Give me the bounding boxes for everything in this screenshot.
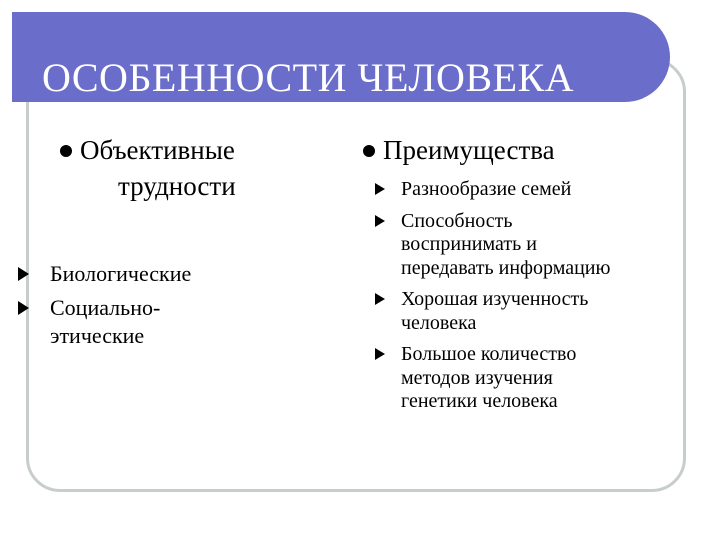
right-heading (363, 132, 693, 168)
bullet-dot-icon (363, 145, 375, 157)
arrow-bullet-icon (375, 293, 385, 305)
arrow-bullet-icon (375, 348, 385, 360)
title-underline (42, 104, 650, 107)
list-item-text: Большое количество методов изучения генетики человека (401, 343, 577, 412)
right-column (363, 132, 693, 412)
left-heading-line1: Объективные (80, 135, 235, 165)
bullet-dot-icon (60, 145, 72, 157)
list-item-text: Разнообразие семей (401, 178, 572, 200)
list-item (18, 294, 318, 350)
list-item-text: Социально- этические (50, 295, 161, 348)
right-list (375, 178, 685, 422)
list-item-text: Способность воспринимать и передавать информацию (401, 209, 611, 279)
list-item (375, 343, 685, 414)
right-heading-text: Преимущества (383, 135, 555, 165)
arrow-bullet-icon (18, 267, 29, 281)
list-item-text: Хорошая изученность человека (401, 288, 589, 334)
left-column (50, 132, 350, 348)
left-heading-line2: трудности (118, 171, 236, 201)
arrow-bullet-icon (375, 183, 385, 195)
left-list (18, 260, 318, 356)
list-item (375, 288, 685, 335)
list-item (375, 210, 685, 281)
list-item (18, 260, 318, 288)
list-item (375, 178, 685, 202)
arrow-bullet-icon (18, 301, 29, 315)
left-heading (60, 132, 350, 168)
title-band (12, 12, 670, 102)
arrow-bullet-icon (375, 215, 385, 227)
slide-title: ОСОБЕННОСТИ ЧЕЛОВЕКА (42, 55, 575, 100)
list-item-text: Биологические (50, 261, 192, 286)
